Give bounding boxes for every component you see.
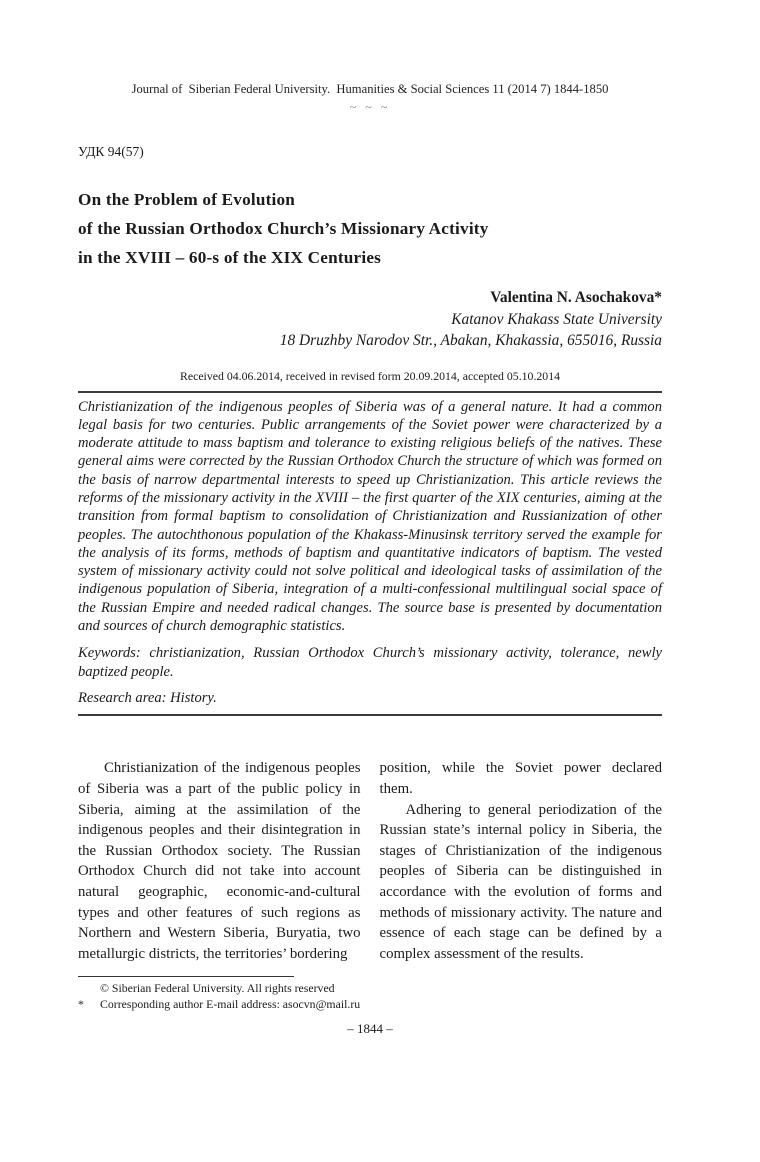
- body-paragraph-right: Adhering to general periodization of the Russian state’s internal policy in Siberia, the stages of Christianization of the indigenous peoples of Siberia can be distinguished in accordance with the evolution of forms and methods of missionary activity. The nature and essence of each stage can be defined by a complex assessment of the results.: [379, 801, 662, 962]
- abstract-bottom-divider: [78, 714, 662, 716]
- journal-header-line: Journal of Siberian Federal University. Humanities & Social Sciences 11 (2014 7) 1844-1850: [131, 82, 609, 96]
- article-title-line-1: On the Problem of Evolution: [78, 190, 296, 209]
- left-column: [78, 758, 361, 964]
- abstract-top-divider: [78, 391, 662, 393]
- footnote-rule: [78, 976, 294, 977]
- copyright-note: © Siberian Federal University. All rights reserved: [100, 981, 335, 996]
- body-columns: [78, 758, 662, 964]
- copyright-row: [78, 981, 662, 997]
- received-dates-line: Received 04.06.2014, received in revised form 20.09.2014, accepted 05.10.2014: [179, 368, 560, 383]
- author-affiliation: Katanov Khakass State University: [451, 310, 662, 328]
- author-address: 18 Druzhby Narodov Str., Abakan, Khakassia, 655016, Russia: [279, 332, 662, 349]
- article-title-line-3: in the XVIII – 60-s of the XIX Centuries: [78, 248, 382, 267]
- right-column: [380, 758, 663, 964]
- body-paragraph-right-continuation: position, while the Soviet power declared them.: [379, 760, 662, 797]
- tilde-separator: ~ ~ ~: [349, 100, 391, 114]
- keywords-line: Keywords: christianization, Russian Orthodox Church’s missionary activity, tolerance, newly baptized people.: [78, 645, 662, 680]
- article-title-line-2: of the Russian Orthodox Church’s Missionary Activity: [78, 219, 489, 238]
- document-page: [0, 82, 760, 1162]
- corresponding-author-row: [78, 997, 662, 1013]
- author-name: Valentina N. Asochakova*: [490, 289, 662, 306]
- author-block: [78, 287, 662, 352]
- abstract-text: Christianization of the indigenous peoples of Siberia was of a general nature. It had a common legal basis for two centuries. Public arrangements of the Soviet power were characterized by a moderate attitude to mass baptism and tolerance to existing religious beliefs of the natives. These general aims were corrected by the Russian Orthodox Church the structure of which was formed on the basis of narrow departmental interests to speed up Christianization. This article reviews the reforms of the missionary activity in the XVIII – the first quarter of the XIX centuries, aiming at the transition from formal baptism to consolidation of Christianization and Russianization of other peoples. The autochthonous population of the Khakass-Minusinsk territory served the example for the analysis of its forms, methods of baptism and quantitative indicators of baptism. The vested system of missionary activity could not solve political and ideological tasks of assimilation of the indigenous population of Siberia, integration of a multi-confessional multilingual social space of the Russian Empire and needed radical changes. The source base is presented by documentation and sources of church demographic statistics.: [78, 398, 662, 635]
- footnote-asterisk: *: [78, 996, 84, 1011]
- research-area-line: Research area: History.: [78, 690, 217, 707]
- copyright-marker-spacer: [78, 981, 100, 997]
- footnote-block: [78, 976, 662, 1012]
- article-title: [78, 185, 662, 272]
- page-number: – 1844 –: [347, 1021, 393, 1037]
- corresponding-author-note: Corresponding author E-mail address: asocvn@mail.ru: [100, 996, 361, 1011]
- udc-code: УДК 94(57): [78, 144, 144, 159]
- body-paragraph-left: Christianization of the indigenous peoples of Siberia was a part of the public policy in Siberia, aiming at the assimilation of the indigenous peoples and their disintegration in the Russian Orthodox society. The Russian Orthodox Church did not take into account natural geographic, economic-and-cultural types and other features of such regions as Northern and Western Siberia, Buryatia, two metallurgic districts, the territories’ bordering: [78, 760, 361, 962]
